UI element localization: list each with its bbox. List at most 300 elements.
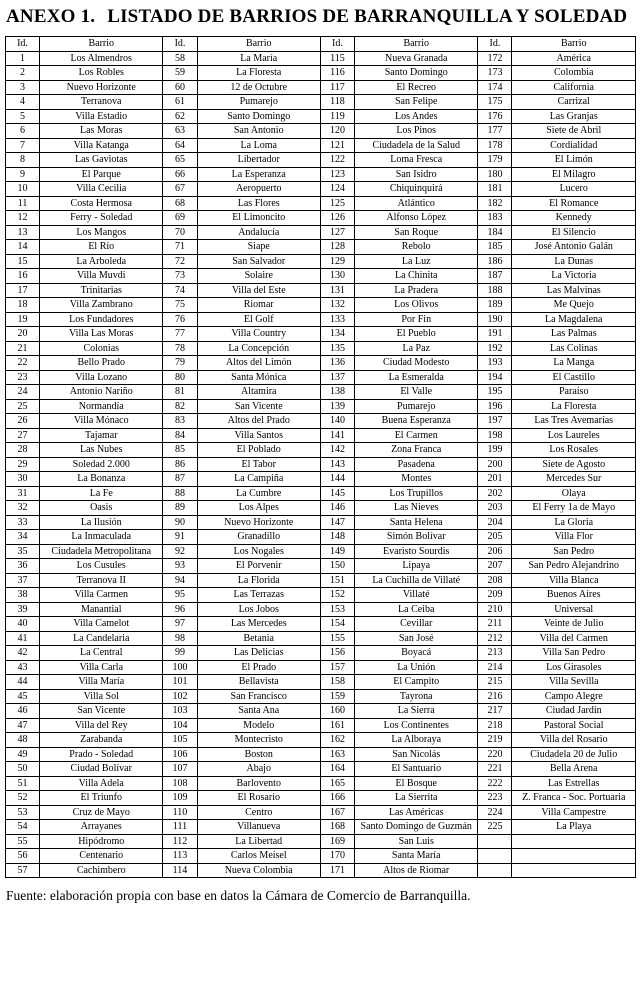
barrio-id-cell: 81 <box>163 385 197 400</box>
barrio-name-cell: Ciudad Bolívar <box>40 762 163 777</box>
barrio-id-cell: 178 <box>478 138 512 153</box>
header-id-3: Id. <box>320 37 354 52</box>
barrio-id-cell: 189 <box>478 298 512 313</box>
barrio-name-cell: San Felipe <box>354 95 477 110</box>
barrio-id-cell: 132 <box>320 298 354 313</box>
barrio-id-cell: 12 <box>6 211 40 226</box>
table-row <box>6 646 636 661</box>
barrio-id-cell: 20 <box>6 327 40 342</box>
barrio-id-cell <box>478 863 512 878</box>
barrio-name-cell: El Campito <box>354 675 477 690</box>
barrio-id-cell: 36 <box>6 559 40 574</box>
barrio-name-cell: Las Granjas <box>512 109 636 124</box>
table-row <box>6 443 636 458</box>
barrio-name-cell: Las Moras <box>40 124 163 139</box>
barrio-name-cell: La Dunas <box>512 254 636 269</box>
barrio-id-cell: 187 <box>478 269 512 284</box>
barrio-name-cell: El Río <box>40 240 163 255</box>
barrio-name-cell: Rebolo <box>354 240 477 255</box>
barrio-id-cell: 155 <box>320 631 354 646</box>
barrio-id-cell: 130 <box>320 269 354 284</box>
barrio-name-cell: Colonias <box>40 341 163 356</box>
table-row <box>6 849 636 864</box>
barrio-id-cell: 124 <box>320 182 354 197</box>
barrio-name-cell: Abajo <box>197 762 320 777</box>
barrio-name-cell: El Limoncito <box>197 211 320 226</box>
barrio-id-cell: 210 <box>478 602 512 617</box>
barrio-id-cell: 156 <box>320 646 354 661</box>
barrio-name-cell: Manantial <box>40 602 163 617</box>
barrio-name-cell: La Sierra <box>354 704 477 719</box>
table-row <box>6 211 636 226</box>
barrio-id-cell: 86 <box>163 457 197 472</box>
barrio-id-cell: 184 <box>478 225 512 240</box>
barrio-name-cell: Riomar <box>197 298 320 313</box>
barrio-id-cell: 55 <box>6 834 40 849</box>
barrio-id-cell: 220 <box>478 747 512 762</box>
barrio-id-cell: 162 <box>320 733 354 748</box>
barrio-id-cell: 104 <box>163 718 197 733</box>
barrio-id-cell: 56 <box>6 849 40 864</box>
barrio-name-cell: La Inmaculada <box>40 530 163 545</box>
barrio-name-cell: La Manga <box>512 356 636 371</box>
barrio-name-cell: Arrayanes <box>40 820 163 835</box>
barrio-id-cell: 199 <box>478 443 512 458</box>
barrio-id-cell: 68 <box>163 196 197 211</box>
barrio-name-cell: Pumarejo <box>197 95 320 110</box>
barrio-id-cell: 67 <box>163 182 197 197</box>
barrio-name-cell: La Luz <box>354 254 477 269</box>
barrio-name-cell: Villa del Rey <box>40 718 163 733</box>
page-title <box>6 6 636 28</box>
barrio-id-cell: 188 <box>478 283 512 298</box>
barrio-id-cell: 121 <box>320 138 354 153</box>
barrio-id-cell: 212 <box>478 631 512 646</box>
table-row <box>6 602 636 617</box>
barrio-id-cell: 31 <box>6 486 40 501</box>
barrio-id-cell: 160 <box>320 704 354 719</box>
barrio-name-cell: La Paz <box>354 341 477 356</box>
table-row <box>6 298 636 313</box>
barrio-id-cell: 61 <box>163 95 197 110</box>
barrio-id-cell: 2 <box>6 66 40 81</box>
barrio-name-cell: El Triunfo <box>40 791 163 806</box>
table-row <box>6 791 636 806</box>
barrio-id-cell: 170 <box>320 849 354 864</box>
barrio-name-cell: Los Rosales <box>512 443 636 458</box>
barrio-name-cell: Las Flores <box>197 196 320 211</box>
barrio-name-cell: José Antonio Galán <box>512 240 636 255</box>
barrio-name-cell: Los Trupillos <box>354 486 477 501</box>
barrio-id-cell: 75 <box>163 298 197 313</box>
barrio-id-cell: 144 <box>320 472 354 487</box>
barrio-name-cell: La María <box>197 51 320 66</box>
table-row <box>6 762 636 777</box>
barrio-name-cell: La Unión <box>354 660 477 675</box>
table-row <box>6 631 636 646</box>
barrio-id-cell: 32 <box>6 501 40 516</box>
barrio-name-cell: Barlovento <box>197 776 320 791</box>
barrio-name-cell: Las Colinas <box>512 341 636 356</box>
barrio-name-cell: La Florida <box>197 573 320 588</box>
barrio-id-cell: 16 <box>6 269 40 284</box>
barrio-id-cell: 100 <box>163 660 197 675</box>
barrio-id-cell: 153 <box>320 602 354 617</box>
barrio-id-cell: 216 <box>478 689 512 704</box>
barrio-id-cell: 89 <box>163 501 197 516</box>
barrio-id-cell: 50 <box>6 762 40 777</box>
barrio-id-cell: 79 <box>163 356 197 371</box>
barrio-id-cell: 148 <box>320 530 354 545</box>
barrio-name-cell: La Floresta <box>512 399 636 414</box>
barrio-name-cell: Villa María <box>40 675 163 690</box>
barrio-id-cell: 65 <box>163 153 197 168</box>
barrio-id-cell: 173 <box>478 66 512 81</box>
table-row <box>6 704 636 719</box>
barrio-id-cell: 191 <box>478 327 512 342</box>
barrio-name-cell: El Parque <box>40 167 163 182</box>
barrio-id-cell: 217 <box>478 704 512 719</box>
barrio-name-cell: Los Robles <box>40 66 163 81</box>
barrio-name-cell: Evaristo Sourdis <box>354 544 477 559</box>
barrio-name-cell: Villanueva <box>197 820 320 835</box>
barrio-name-cell: Zona Franca <box>354 443 477 458</box>
barrio-id-cell: 59 <box>163 66 197 81</box>
barrio-id-cell: 223 <box>478 791 512 806</box>
barrio-id-cell: 27 <box>6 428 40 443</box>
barrio-name-cell: Los Girasoles <box>512 660 636 675</box>
table-row <box>6 472 636 487</box>
barrio-name-cell: El Pueblo <box>354 327 477 342</box>
barrio-id-cell: 93 <box>163 559 197 574</box>
barrio-name-cell: Lucero <box>512 182 636 197</box>
barrio-id-cell: 213 <box>478 646 512 661</box>
table-row <box>6 515 636 530</box>
barrio-id-cell: 119 <box>320 109 354 124</box>
barrio-name-cell: Santa María <box>354 849 477 864</box>
barrio-name-cell: Villa Santos <box>197 428 320 443</box>
table-row <box>6 370 636 385</box>
barrio-name-cell: El Valle <box>354 385 477 400</box>
barrio-id-cell: 147 <box>320 515 354 530</box>
table-row <box>6 95 636 110</box>
barrio-name-cell: Villa Las Moras <box>40 327 163 342</box>
table-row <box>6 834 636 849</box>
barrio-id-cell: 14 <box>6 240 40 255</box>
barrio-name-cell: La Cuchilla de Villaté <box>354 573 477 588</box>
barrio-id-cell: 176 <box>478 109 512 124</box>
barrio-id-cell: 115 <box>320 51 354 66</box>
barrio-name-cell: Villa Carmen <box>40 588 163 603</box>
barrio-name-cell: Santo Domingo <box>197 109 320 124</box>
barrio-id-cell: 64 <box>163 138 197 153</box>
barrio-name-cell: Siete de Abril <box>512 124 636 139</box>
barrio-name-cell <box>512 863 636 878</box>
barrio-id-cell: 136 <box>320 356 354 371</box>
barrio-id-cell: 107 <box>163 762 197 777</box>
barrio-name-cell: Altos de Riomar <box>354 863 477 878</box>
barrio-id-cell: 90 <box>163 515 197 530</box>
barrio-name-cell: Hipódromo <box>40 834 163 849</box>
barrio-name-cell: Colombia <box>512 66 636 81</box>
table-row <box>6 718 636 733</box>
barrio-name-cell: La Chinita <box>354 269 477 284</box>
barrio-name-cell: Los Nogales <box>197 544 320 559</box>
barrio-name-cell: Villa Blanca <box>512 573 636 588</box>
barrio-id-cell: 172 <box>478 51 512 66</box>
table-row <box>6 283 636 298</box>
barrio-name-cell: Ciudad Modesto <box>354 356 477 371</box>
barrio-name-cell: La Central <box>40 646 163 661</box>
barrio-name-cell: Prado - Soledad <box>40 747 163 762</box>
barrio-id-cell: 110 <box>163 805 197 820</box>
barrio-name-cell: Nuevo Horizonte <box>197 515 320 530</box>
barrio-id-cell: 78 <box>163 341 197 356</box>
barrio-name-cell: San Roque <box>354 225 477 240</box>
table-row <box>6 124 636 139</box>
barrio-id-cell: 142 <box>320 443 354 458</box>
barrio-name-cell: Paraíso <box>512 385 636 400</box>
barrio-name-cell: Las Estrellas <box>512 776 636 791</box>
barrio-id-cell: 161 <box>320 718 354 733</box>
barrio-id-cell: 158 <box>320 675 354 690</box>
barrio-name-cell: Tayrona <box>354 689 477 704</box>
barrio-name-cell: Los Olivos <box>354 298 477 313</box>
barrio-name-cell: Carrizal <box>512 95 636 110</box>
barrio-name-cell: Los Alpes <box>197 501 320 516</box>
barrio-name-cell: La Pradera <box>354 283 477 298</box>
barrio-name-cell: Terranova II <box>40 573 163 588</box>
barrio-id-cell: 118 <box>320 95 354 110</box>
barrio-id-cell: 70 <box>163 225 197 240</box>
barrio-name-cell: La Arboleda <box>40 254 163 269</box>
barrio-id-cell: 200 <box>478 457 512 472</box>
barrio-id-cell: 134 <box>320 327 354 342</box>
barrio-id-cell: 94 <box>163 573 197 588</box>
barrio-id-cell: 26 <box>6 414 40 429</box>
barrio-id-cell: 166 <box>320 791 354 806</box>
barrio-id-cell: 152 <box>320 588 354 603</box>
barrio-name-cell: Terranova <box>40 95 163 110</box>
barrio-name-cell: Villa Zambrano <box>40 298 163 313</box>
barrio-name-cell: La Gloria <box>512 515 636 530</box>
barrio-id-cell: 87 <box>163 472 197 487</box>
barrio-id-cell: 41 <box>6 631 40 646</box>
barrio-name-cell: Boston <box>197 747 320 762</box>
barrio-id-cell: 146 <box>320 501 354 516</box>
barrio-name-cell: Tajamar <box>40 428 163 443</box>
barrio-name-cell: San Salvador <box>197 254 320 269</box>
barrio-id-cell: 44 <box>6 675 40 690</box>
barrio-id-cell: 193 <box>478 356 512 371</box>
barrio-id-cell: 114 <box>163 863 197 878</box>
barrio-name-cell: La Libertad <box>197 834 320 849</box>
barrio-id-cell: 10 <box>6 182 40 197</box>
barrio-id-cell: 102 <box>163 689 197 704</box>
barrio-id-cell: 149 <box>320 544 354 559</box>
barrio-id-cell: 73 <box>163 269 197 284</box>
barrio-id-cell: 131 <box>320 283 354 298</box>
barrio-id-cell: 157 <box>320 660 354 675</box>
barrio-name-cell: Villa Mónaco <box>40 414 163 429</box>
barrio-id-cell: 80 <box>163 370 197 385</box>
barrio-name-cell: Ciudadela de la Salud <box>354 138 477 153</box>
barrio-id-cell: 99 <box>163 646 197 661</box>
barrio-id-cell: 11 <box>6 196 40 211</box>
barrio-id-cell: 151 <box>320 573 354 588</box>
barrio-name-cell: Cordialidad <box>512 138 636 153</box>
barrio-id-cell: 195 <box>478 385 512 400</box>
table-row <box>6 820 636 835</box>
barrio-name-cell: Los Jobos <box>197 602 320 617</box>
barrio-id-cell: 77 <box>163 327 197 342</box>
barrio-name-cell: Ciudadela 20 de Julio <box>512 747 636 762</box>
table-row <box>6 240 636 255</box>
barrio-id-cell: 97 <box>163 617 197 632</box>
barrio-name-cell: Boyacá <box>354 646 477 661</box>
barrio-id-cell: 108 <box>163 776 197 791</box>
barrio-name-cell: La Ceiba <box>354 602 477 617</box>
barrio-name-cell: Pasadena <box>354 457 477 472</box>
barrio-id-cell <box>478 834 512 849</box>
table-header-row <box>6 37 636 52</box>
table-row <box>6 544 636 559</box>
barrio-name-cell: Los Andes <box>354 109 477 124</box>
barrio-id-cell: 116 <box>320 66 354 81</box>
barrio-name-cell: Cevillar <box>354 617 477 632</box>
barrio-id-cell: 6 <box>6 124 40 139</box>
barrio-name-cell: Villa Adela <box>40 776 163 791</box>
barrio-name-cell: El Golf <box>197 312 320 327</box>
barrio-name-cell: Altamira <box>197 385 320 400</box>
barrio-id-cell: 105 <box>163 733 197 748</box>
barrio-name-cell: La Sierrita <box>354 791 477 806</box>
table-row <box>6 530 636 545</box>
barrio-name-cell: Simón Bolívar <box>354 530 477 545</box>
barrio-name-cell: Villa del Este <box>197 283 320 298</box>
barrio-name-cell: El Castillo <box>512 370 636 385</box>
barrio-name-cell: Z. Franca - Soc. Portuaria <box>512 791 636 806</box>
barrio-name-cell: Centenario <box>40 849 163 864</box>
barrio-name-cell: El Romance <box>512 196 636 211</box>
barrio-name-cell: El Silencio <box>512 225 636 240</box>
barrio-id-cell <box>478 849 512 864</box>
barrio-name-cell: Solaire <box>197 269 320 284</box>
barrio-id-cell: 112 <box>163 834 197 849</box>
table-row <box>6 51 636 66</box>
barrio-id-cell: 91 <box>163 530 197 545</box>
barrio-id-cell: 222 <box>478 776 512 791</box>
annex-label: ANEXO 1. <box>6 6 96 27</box>
header-barrio-2: Barrio <box>197 37 320 52</box>
barrio-id-cell: 92 <box>163 544 197 559</box>
barrio-id-cell: 133 <box>320 312 354 327</box>
table-row <box>6 196 636 211</box>
barrio-id-cell: 198 <box>478 428 512 443</box>
barrio-id-cell: 143 <box>320 457 354 472</box>
barrio-id-cell: 163 <box>320 747 354 762</box>
barrio-name-cell: Oasis <box>40 501 163 516</box>
barrio-id-cell: 165 <box>320 776 354 791</box>
barrio-name-cell: Mercedes Sur <box>512 472 636 487</box>
barrio-name-cell: Bello Prado <box>40 356 163 371</box>
barrio-id-cell: 221 <box>478 762 512 777</box>
barrio-id-cell: 7 <box>6 138 40 153</box>
barrio-name-cell: Los Cusules <box>40 559 163 574</box>
barrio-name-cell: El Santuario <box>354 762 477 777</box>
barrio-name-cell: Veinte de Julio <box>512 617 636 632</box>
barrio-name-cell: Las Nieves <box>354 501 477 516</box>
header-id-2: Id. <box>163 37 197 52</box>
barrio-id-cell: 208 <box>478 573 512 588</box>
barrio-id-cell: 24 <box>6 385 40 400</box>
barrio-id-cell: 28 <box>6 443 40 458</box>
barrio-name-cell: Los Pinos <box>354 124 477 139</box>
barrio-id-cell: 181 <box>478 182 512 197</box>
barrio-name-cell: Por Fin <box>354 312 477 327</box>
barrio-id-cell: 169 <box>320 834 354 849</box>
barrio-name-cell: Siape <box>197 240 320 255</box>
barrio-name-cell: San Antonio <box>197 124 320 139</box>
barrio-id-cell: 205 <box>478 530 512 545</box>
barrio-name-cell: Las Gaviotas <box>40 153 163 168</box>
barrio-name-cell: Granadillo <box>197 530 320 545</box>
barrio-name-cell: Villa Sol <box>40 689 163 704</box>
barrio-id-cell: 48 <box>6 733 40 748</box>
barrio-name-cell: Aeropuerto <box>197 182 320 197</box>
table-row <box>6 689 636 704</box>
barrio-id-cell: 8 <box>6 153 40 168</box>
barrio-id-cell: 66 <box>163 167 197 182</box>
barrio-name-cell: El Porvenir <box>197 559 320 574</box>
barrio-id-cell: 54 <box>6 820 40 835</box>
barrio-id-cell: 186 <box>478 254 512 269</box>
barrio-id-cell: 19 <box>6 312 40 327</box>
barrio-id-cell: 183 <box>478 211 512 226</box>
barrio-name-cell: La Floresta <box>197 66 320 81</box>
barrio-name-cell: San Pedro Alejandrino <box>512 559 636 574</box>
barrio-id-cell: 49 <box>6 747 40 762</box>
barrio-id-cell: 43 <box>6 660 40 675</box>
barrio-name-cell: Las Palmas <box>512 327 636 342</box>
barrio-id-cell: 18 <box>6 298 40 313</box>
barrio-name-cell: Los Fundadores <box>40 312 163 327</box>
barrio-id-cell: 141 <box>320 428 354 443</box>
table-row <box>6 138 636 153</box>
barrio-id-cell: 139 <box>320 399 354 414</box>
barrio-id-cell: 76 <box>163 312 197 327</box>
barrio-name-cell: La Campiña <box>197 472 320 487</box>
header-id-4: Id. <box>478 37 512 52</box>
barrio-name-cell: San Francisco <box>197 689 320 704</box>
barrio-name-cell: La Concepción <box>197 341 320 356</box>
barrio-name-cell: La Cumbre <box>197 486 320 501</box>
barrio-id-cell: 150 <box>320 559 354 574</box>
barrio-id-cell: 106 <box>163 747 197 762</box>
table-row <box>6 356 636 371</box>
barrio-name-cell: Santa Mónica <box>197 370 320 385</box>
barrio-name-cell: Los Continentes <box>354 718 477 733</box>
barrio-id-cell: 122 <box>320 153 354 168</box>
table-row <box>6 66 636 81</box>
table-row <box>6 414 636 429</box>
barrio-id-cell: 82 <box>163 399 197 414</box>
barrio-name-cell: Las Delicias <box>197 646 320 661</box>
barrio-name-cell: La Candelaria <box>40 631 163 646</box>
barrio-name-cell: La Victoria <box>512 269 636 284</box>
barrio-name-cell: San José <box>354 631 477 646</box>
barrio-id-cell: 22 <box>6 356 40 371</box>
